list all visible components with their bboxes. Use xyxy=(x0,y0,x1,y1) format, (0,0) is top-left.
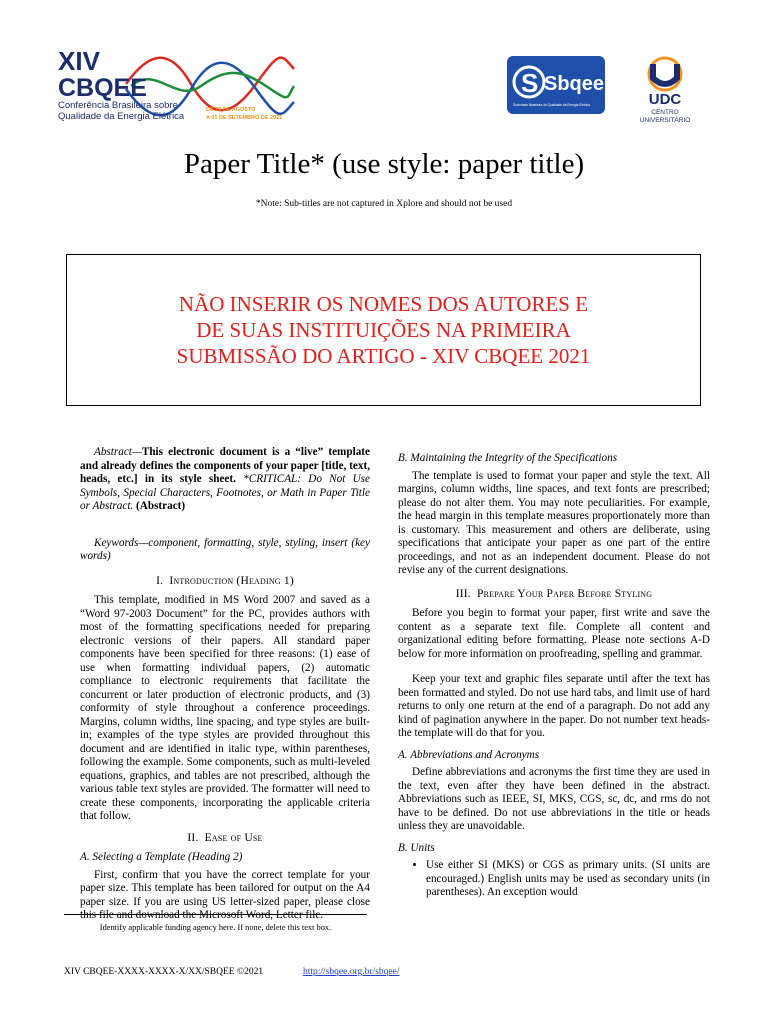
left-column xyxy=(80,446,370,923)
udc-sub2: UNIVERSITÁRIO xyxy=(639,117,691,124)
authors-notice-box[interactable] xyxy=(66,254,701,406)
subtitle-note: *Note: Sub-titles are not captured in Xplore and should not be used xyxy=(255,199,513,209)
integrity-paragraph: The template is used to format your paper and style the text. All margins, column widths, line spaces, and text fonts are prescribed; please do not alter them. You may note peculiarities. For example, the head margin in this template measures proportionately more than is customary. This measurement and others are deliberate, using specifications that anticipate your paper as one part of the entire proceedings, and not as an independent document. Please do not revise any of the current designations. xyxy=(398,469,710,576)
authors-notice-text: NÃO INSERIR OS NOMES DOS AUTORES E DE SUAS INSTITUIÇÕES NA PRIMEIRA SUBMISSÃO DO ARTIGO - XIV CBQEE 2021 xyxy=(176,292,591,368)
heading-introduction xyxy=(80,575,370,589)
abstract xyxy=(80,446,370,514)
cbqee-logo xyxy=(56,44,296,126)
funding-text-box[interactable]: Identify applicable funding agency here. If none, delete this text box. xyxy=(99,923,332,932)
udc-sub1: CENTRO xyxy=(651,109,679,116)
heading-ease-num: II. xyxy=(187,831,199,844)
logo-date2: A 01 DE SETEMBRO DE 2021 xyxy=(206,115,283,121)
prepare-paragraph-1: Before you begin to format your paper, first write and save the content as a separate text file. Complete all content and organizational editing before formatting. Please note sections A-D below for more information on proofreading, spelling and grammar. xyxy=(398,607,710,660)
sbqee-tagline: Sociedade Brasileira de Qualidade da Energia Elétrica xyxy=(513,103,590,107)
sbqee-logo xyxy=(507,56,605,114)
abstract-critical: *CRITICAL: Do Not Use Symbols, Special Characters, Footnotes, or Math in Paper Title or Abstract. xyxy=(80,473,370,512)
intro-paragraph: This template, modified in MS Word 2007 and saved as a “Word 97-2003 Document” for the PC, provides authors with most of the formatting specifications needed for preparing electronic versions of their papers. All standard paper components have been specified for three reasons: (1) ease of use when formatting individual papers, (2) automatic compliance to electronic requirements that facilitate the concurrent or later production of electronic products, and (3) conformity of style throughout a conference proceedings. Margins, column widths, line spacing, and type styles are built-in; examples of the type styles are provided throughout this document and are identified in italic type, within parentheses, following the example. Some components, such as multi-leveled equations, graphics, and tables are not prescribed, although the various table text styles are provided. The formatter will need to create these components, incorporating the applicable criteria that follow. xyxy=(80,594,370,823)
abstract-bold: This electronic document is a “live” template and already defines the components of your paper [title, text, heads, etc.] in its style sheet. xyxy=(80,446,370,485)
heading-ease-of-use xyxy=(80,832,370,846)
logo-date1: DE 29 DE AGOSTO xyxy=(206,107,256,113)
heading-introduction-num: I. xyxy=(156,574,164,587)
selecting-template-paragraph: First, confirm that you have the correct template for your paper size. This template has been tailored for output on the A4 paper size. If you are using US letter-sized paper, please close this file and download the Microsoft Word, Letter file. xyxy=(80,868,370,922)
units-list xyxy=(398,859,710,900)
prepare-paragraph-2: Keep your text and graphic files separate until after the text has been formatted and styled. Do not use hard tabs, and limit use of hard returns to only one return at the end of a paragraph. Do not add any kind of pagination anywhere in the paper. Do not number text heads-the template will do that for you. xyxy=(398,673,710,739)
heading-ease-text: Ease of Use xyxy=(204,831,263,844)
logo-line2: Qualidade da Energia Elétrica xyxy=(58,111,185,122)
heading-units: B. Units xyxy=(398,841,435,854)
units-bullet: • Use either SI (MKS) or CGS as primary units. (SI units are encouraged.) English units may be used as secondary units (in parentheses). An exception would xyxy=(426,859,710,900)
logo-line1: Conferência Brasileira sobre xyxy=(58,100,178,111)
right-column xyxy=(398,446,710,900)
footer-link[interactable]: http://sbqee.org.br/sbqee/ xyxy=(303,967,400,977)
sbqee-name: Sbqee xyxy=(544,73,605,95)
funding-divider xyxy=(64,914,367,915)
udc-name: UDC xyxy=(648,91,682,108)
paper-title: Paper Title* (use style: paper title) xyxy=(183,148,585,180)
footer-code: XIV CBQEE-XXXX-XXXX-X/XX/SBQEE ©2021 xyxy=(64,967,264,977)
udc-logo xyxy=(626,54,704,126)
heading-integrity: B. Maintaining the Integrity of the Specifications xyxy=(398,452,618,464)
abbreviations-paragraph: Define abbreviations and acronyms the first time they are used in the text, even after they have been defined in the abstract. Abbreviations such as IEEE, SI, MKS, CGS, sc, dc, and rms do not have to be defined. Do not use abbreviations in the title or heads unless they are unavoidable. xyxy=(398,766,710,832)
heading-prepare-text: Prepare Your Paper Before Styling xyxy=(477,587,653,600)
heading-prepare xyxy=(398,588,710,602)
svg-text:S: S xyxy=(521,68,539,98)
logo-xiv: XIV xyxy=(58,46,100,76)
heading-selecting-template: A. Selecting a Template (Heading 2) xyxy=(80,851,243,864)
abstract-tail: (Abstract) xyxy=(133,500,186,512)
heading-prepare-num: III. xyxy=(455,587,471,600)
heading-abbreviations: A. Abbreviations and Acronyms xyxy=(398,748,540,761)
heading-introduction-text: Introduction (Heading 1) xyxy=(169,574,294,587)
keywords: Keywords—component, formatting, style, styling, insert (key words) xyxy=(80,536,370,563)
logo-cbqee: CBQEE xyxy=(58,74,147,102)
abstract-lead: Abstract— xyxy=(94,446,142,458)
